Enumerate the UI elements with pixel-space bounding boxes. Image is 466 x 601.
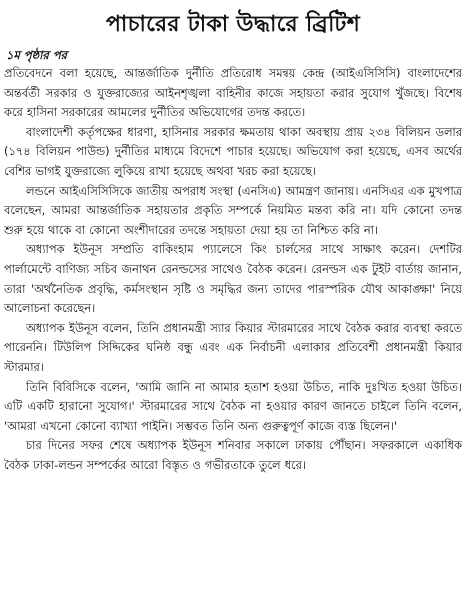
paragraph-3: লন্ডনে আইএসিসিসিকে জাতীয় অপরাধ সংস্থা (এনসিএ) আমন্ত্রণ জানায়। এনসিএর এক মুখপাত্র বলেছেন, আমরা আন্তর্জাতিক সহায়তার প্রকৃতি সম্পর্কে নিয়মিত মন্তব্য করি না। যদি কোনো তদন্ত শুরু হয়ে থাকে বা কোনো অংশীদারের তদন্তে সহায়তা দেয়া হয় তা নিশ্চিত করি না। bbox=[4, 183, 462, 237]
article-body bbox=[4, 64, 462, 475]
paragraph-6: তিনি বিবিসিকে বলেন, 'আমি জানি না আমার হতাশ হওয়া উচিত, নাকি দুঃখিত হওয়া উচিত। এটি একটি হারানো সুযোগ।' স্টারমারের সাথে বৈঠক না হওয়ার কারণ জানতে চাইলে তিনি বলেন, 'আমরা এখনো কোনো ব্যাখ্যা পাইনি। সম্ভবত তিনি অন্য গুরুত্বপূর্ণ কাজে ব্যস্ত ছিলেন।' bbox=[4, 379, 462, 433]
paragraph-7: চার দিনের সফর শেষে অধ্যাপক ইউনূস শনিবার সকালে ঢাকায় পৌঁছান। সফরকালে একাধিক বৈঠক ঢাকা-লন্ডন সম্পর্কের আরো বিস্তৃত ও গভীরতাকে তুলে ধরে। bbox=[4, 438, 462, 472]
paragraph-5: অধ্যাপক ইউনূস বলেন, তিনি প্রধানমন্ত্রী স্যার কিয়ার স্টারমারের সাথে বৈঠক করার ব্যবস্থা করতে পারেননি। টিউলিপ সিদ্দিকের ঘনিষ্ঠ বন্ধু এবং এক নির্বাচনী এলাকার প্রতিবেশী প্রধানমন্ত্রী কিয়ার স্টারমার। bbox=[4, 320, 462, 374]
headline: পাচারের টাকা উদ্ধারে ব্রিটিশ bbox=[105, 12, 361, 37]
paragraph-1: প্রতিবেদনে বলা হয়েছে, আন্তর্জাতিক দুর্নীতি প্রতিরোধ সমন্বয় কেন্দ্র (আইএসিসিসি) বাংলাদেশের অন্তর্বর্তী সরকার ও যুক্তরাজ্যের আইনশৃঙ্খলা বাহিনীর কাজে সহায়তা করার সুযোগ খুঁজছে। বিশেষ করে হাসিনা সরকারের আমলের দুর্নীতির অভিযোগের তদন্ত করতে। bbox=[4, 66, 462, 120]
paragraph-4: অধ্যাপক ইউনূস সম্প্রতি বাকিংহাম প্যালেসে কিং চার্লসের সাথে সাক্ষাৎ করেন। দেশটির পার্লামেন্টে বাণিজ্য সচিব জনাথন রেনল্ডসের সাথেও বৈঠক করেন। রেনল্ডস এক টুইট বার্তায় জানান, তারা 'অর্থনৈতিক প্রবৃদ্ধি, কর্মসংস্থান সৃষ্টি ও সমৃদ্ধির জন্য তাদের পারস্পরিক যৌথ আকাঙ্ক্ষা' নিয়ে আলোচনা করেছেন। bbox=[4, 242, 462, 316]
continuation-label: ১ম পৃষ্ঠার পর bbox=[6, 48, 67, 62]
paragraph-2: বাংলাদেশী কর্তৃপক্ষের ধারণা, হাসিনার সরকার ক্ষমতায় থাকা অবস্থায় প্রায় ২৩৪ বিলিয়ন ডলার (১৭৪ বিলিয়ন পাউন্ড) দুর্নীতির মাধ্যমে বিদেশে পাচার হয়েছে। অভিযোগ করা হয়েছে, এসব অর্থের বেশির ভাগই যুক্তরাজ্যে লুকিয়ে রাখা হয়েছে অথবা খরচ করা হয়েছে। bbox=[4, 124, 462, 178]
